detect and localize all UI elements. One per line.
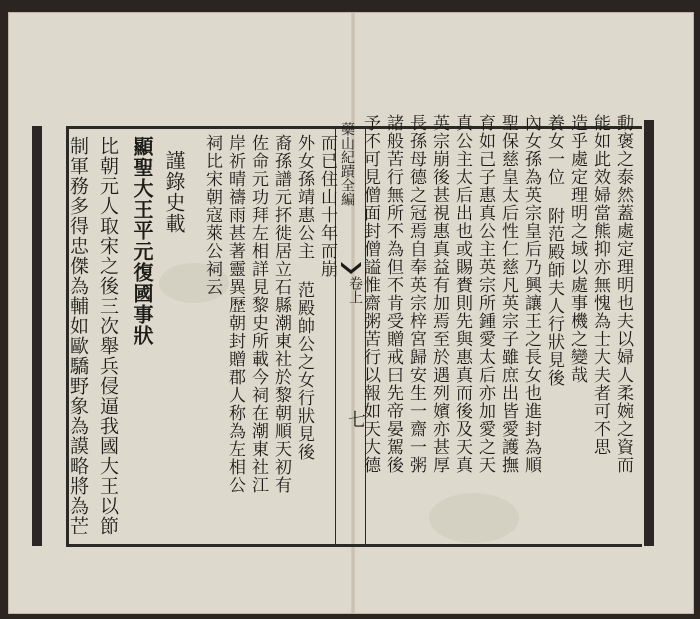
- text-column: 諸般苦行無所不為但不肯受贈戒曰先帝晏駕後: [383, 114, 403, 474]
- text-column: 而已住山十年而崩: [317, 134, 337, 278]
- text-column: 育如己子惠真公主英宗所鍾愛太后亦加愛之天: [475, 114, 495, 474]
- text-column: 能如此效婦當熊抑亦無愧為士大夫者可不思: [590, 114, 610, 456]
- text-column: 內女孫為英宗皇后乃興讓王之長女也進封為順: [521, 114, 541, 474]
- left-border-bar: [32, 126, 42, 546]
- text-column: 祠比宋朝寇萊公祠云: [202, 134, 222, 296]
- text-column: 予不可見僧面封僧謚惟齋粥苦行以報如天大德: [360, 114, 380, 474]
- text-column: 動褒之泰然蓋處定理明也夫以婦人柔婉之資而: [613, 114, 633, 474]
- volume-label: 卷上: [347, 276, 363, 304]
- text-column: 佐命元功拜左相詳見黎史所載今祠在潮東社江: [248, 134, 268, 494]
- text-column: 聖保慈皇太后性仁慈凡英宗子雖庶出皆愛護撫: [498, 114, 518, 474]
- text-column: 真公主太后出也或賜賚則先與惠真而後及天真: [452, 114, 472, 474]
- book-title: 藥山紀蹟全編: [339, 122, 355, 206]
- text-column: 裔孫譜元抔徙居立石縣潮東社於黎朝順天初有: [271, 134, 291, 494]
- text-column: 外女孫靖惠公主 范殿帥公之女行狀見後: [294, 134, 314, 461]
- text-column: 岸祈晴禱雨甚著靈異歷朝封贈郡人称為左相公: [225, 134, 245, 494]
- fish-tail-mark: [341, 262, 361, 274]
- bottom-rule: [66, 544, 642, 547]
- document-title: 顯聖大王平元復國事狀: [130, 136, 154, 346]
- right-border-bar: [644, 120, 654, 546]
- text-column: 養女一位 附范殿師夫人行狀見後: [544, 114, 564, 387]
- section-heading: 謹錄史載: [162, 150, 186, 234]
- text-column: 長孫母德之冠焉自奉英宗梓宮歸安生一齋一粥: [406, 114, 426, 474]
- page-number: 七: [345, 410, 366, 428]
- text-column: 比朝元人取宋之後三次舉兵侵逼我國大王以節: [97, 136, 119, 536]
- text-column: 英宗崩後甚視惠真益有加焉至於遇列嬪亦甚厚: [429, 114, 449, 474]
- text-column: 制軍務多得忠傑為輔如歐驕野象為謨略將為芒: [67, 136, 89, 536]
- text-column: 造乎處定理明之域以處事機之變哉: [567, 114, 587, 384]
